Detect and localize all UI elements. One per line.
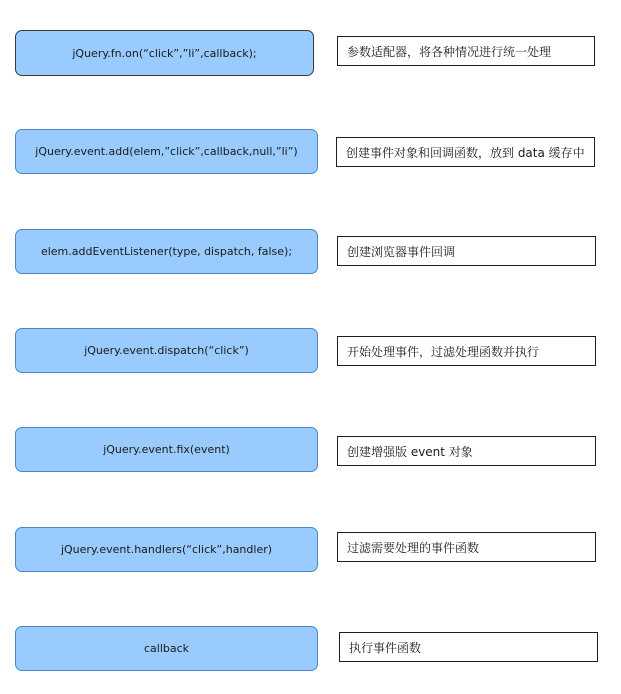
step-2-code: jQuery.event.add(elem,”click”,callback,null,”li”) [35, 145, 298, 158]
step-6-box [15, 527, 318, 572]
step-1-box [15, 30, 314, 76]
step-3-description-box [337, 236, 596, 266]
step-5-code: jQuery.event.fix(event) [103, 443, 230, 456]
step-6-code: jQuery.event.handlers(“click”,handler) [60, 543, 273, 556]
step-5-description: 创建增强版 event 对象 [347, 444, 473, 459]
step-3-description: 创建浏览器事件回调 [347, 244, 456, 259]
step-7-description-box [339, 632, 598, 662]
step-7-box [15, 626, 318, 671]
step-4-description-box [337, 336, 596, 366]
step-4-box [15, 328, 318, 373]
step-2-description: 创建事件对象和回调函数，放到 data 缓存中 [346, 145, 585, 160]
step-6-description: 过滤需要处理的事件函数 [347, 540, 480, 555]
step-2-description-box [336, 137, 595, 167]
step-5-box [15, 427, 318, 472]
step-6-description-box [337, 532, 596, 562]
step-4-code: jQuery.event.dispatch(“click”) [84, 344, 249, 357]
step-1-description: 参数适配器，将各种情况进行统一处理 [347, 44, 552, 59]
step-7-description: 执行事件函数 [349, 640, 422, 655]
step-1-description-box [337, 36, 595, 66]
step-4-description: 开始处理事件，过滤处理函数并执行 [347, 344, 540, 359]
step-7-code: callback [143, 642, 190, 655]
step-3-box [15, 229, 318, 274]
step-2-box [15, 129, 318, 174]
step-3-code: elem.addEventListener(type, dispatch, false); [40, 245, 293, 258]
step-5-description-box [337, 436, 596, 466]
step-1-code: jQuery.fn.on(“click”,”li”,callback); [72, 46, 257, 60]
